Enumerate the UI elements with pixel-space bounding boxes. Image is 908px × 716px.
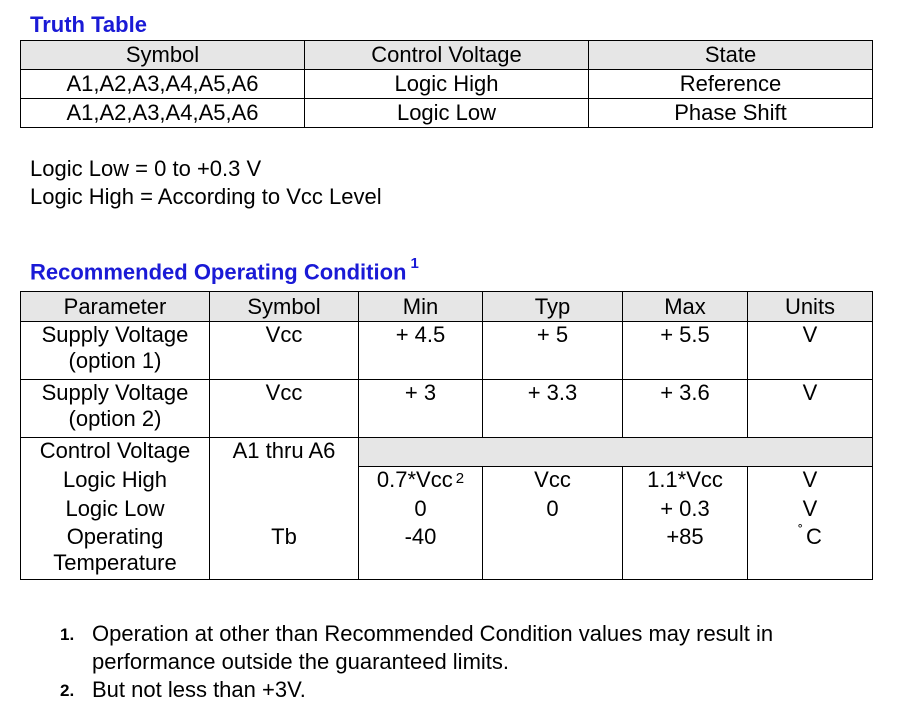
- symbol-cell: Vcc: [210, 322, 359, 380]
- logic-level-notes: [30, 155, 382, 211]
- roc-heading-footnote-ref: 1: [410, 255, 419, 272]
- degree-symbol: ˚: [798, 524, 804, 540]
- footnote-ref: 2: [455, 470, 465, 487]
- table-row: [21, 524, 873, 580]
- column-header: Min: [359, 292, 483, 322]
- typ-cell: 0: [483, 496, 623, 524]
- truth-table: [20, 40, 873, 128]
- units-cell: V: [748, 467, 873, 497]
- table-cell: Logic High: [305, 70, 589, 99]
- footnote-text: But not less than +3V.: [92, 677, 306, 702]
- table-row: [21, 322, 873, 380]
- column-header: Symbol: [210, 292, 359, 322]
- symbol-cell: [210, 496, 359, 524]
- column-header: State: [589, 41, 873, 70]
- table-cell: Logic Low: [305, 99, 589, 128]
- symbol-cell: Vcc: [210, 380, 359, 438]
- table-cell: Reference: [589, 70, 873, 99]
- max-cell: + 0.3: [623, 496, 748, 524]
- max-cell: +85: [623, 524, 748, 580]
- truth-table-heading: Truth Table: [30, 12, 147, 37]
- parameter-cell: Supply Voltage (option 1): [21, 322, 210, 380]
- max-cell: + 3.6: [623, 380, 748, 438]
- units-cell: V: [748, 322, 873, 380]
- max-cell: + 5.5: [623, 322, 748, 380]
- min-cell: -40: [359, 524, 483, 580]
- footnotes: [60, 620, 852, 704]
- units-cell: ˚ C: [748, 524, 873, 580]
- typ-cell: [483, 524, 623, 580]
- footnote: [60, 676, 852, 704]
- logic-low-note: Logic Low = 0 to +0.3 V: [30, 156, 262, 181]
- units-cell: V: [748, 496, 873, 524]
- table-row: [21, 496, 873, 524]
- table-cell: Phase Shift: [589, 99, 873, 128]
- parameter-cell: Operating Temperature: [21, 524, 210, 580]
- min-cell: 0: [359, 496, 483, 524]
- table-row: [21, 99, 873, 128]
- footnote-number: 1.: [60, 625, 75, 644]
- shaded-cell: [359, 438, 873, 467]
- min-cell: + 3: [359, 380, 483, 438]
- roc-heading-text: Recommended Operating Condition: [30, 259, 407, 285]
- footnote-text: Operation at other than Recommended Condition values may result in performance outside the guaranteed limits.: [92, 621, 774, 674]
- column-header: Parameter: [21, 292, 210, 322]
- column-header: Typ: [483, 292, 623, 322]
- symbol-cell: Tb: [210, 524, 359, 580]
- logic-high-note: Logic High = According to Vcc Level: [30, 184, 382, 209]
- operating-conditions-table: [20, 291, 873, 580]
- min-cell: 0.7*Vcc 2: [359, 467, 483, 497]
- table-row: [21, 70, 873, 99]
- table-header-row: [21, 41, 873, 70]
- typ-cell: + 3.3: [483, 380, 623, 438]
- table-row: [21, 380, 873, 438]
- min-cell: + 4.5: [359, 322, 483, 380]
- parameter-cell: Control Voltage: [21, 438, 210, 467]
- symbol-cell: A1 thru A6: [210, 438, 359, 467]
- table-row: [21, 438, 873, 467]
- typ-cell: + 5: [483, 322, 623, 380]
- table-cell: A1,A2,A3,A4,A5,A6: [21, 70, 305, 99]
- symbol-cell: [210, 467, 359, 497]
- max-cell: 1.1*Vcc: [623, 467, 748, 497]
- table-header-row: [21, 292, 873, 322]
- parameter-cell: Logic Low: [21, 496, 210, 524]
- column-header: Units: [748, 292, 873, 322]
- footnote: [60, 620, 852, 676]
- column-header: Symbol: [21, 41, 305, 70]
- parameter-cell: Logic High: [21, 467, 210, 497]
- column-header: Max: [623, 292, 748, 322]
- table-row: [21, 467, 873, 497]
- parameter-cell: Supply Voltage (option 2): [21, 380, 210, 438]
- roc-heading: [30, 255, 419, 285]
- typ-cell: Vcc: [483, 467, 623, 497]
- table-cell: A1,A2,A3,A4,A5,A6: [21, 99, 305, 128]
- column-header: Control Voltage: [305, 41, 589, 70]
- footnote-number: 2.: [60, 681, 75, 700]
- units-cell: V: [748, 380, 873, 438]
